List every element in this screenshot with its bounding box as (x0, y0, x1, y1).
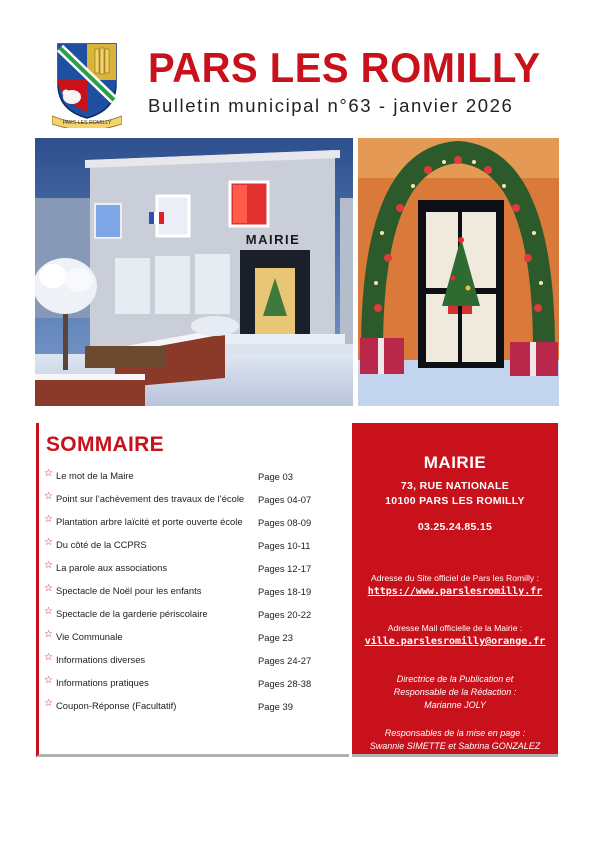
toc-item[interactable] (44, 515, 344, 531)
toc-item[interactable] (44, 607, 344, 623)
mairie-address-street: 73, RUE NATIONALE (400, 480, 510, 492)
toc-item-pages: Pages 10-11 (258, 540, 311, 551)
toc-item[interactable] (44, 676, 344, 692)
toc-item-pages: Page 03 (258, 471, 293, 482)
star-icon: ☆ (44, 560, 53, 571)
toc-item-pages: Pages 24-27 (258, 655, 312, 666)
site-label: Adresse du Site officiel de Pars les Romilly : (371, 573, 539, 583)
toc-item-label: Spectacle de la garderie périscolaire (56, 608, 208, 619)
christmas-arch-photo (358, 138, 559, 406)
mail-label: Adresse Mail officielle de la Mairie : (387, 623, 523, 633)
star-icon: ☆ (44, 652, 53, 663)
star-icon: ☆ (44, 468, 53, 479)
toc-item-label: Vie Communale (56, 631, 123, 642)
star-icon: ☆ (44, 629, 53, 640)
toc-item[interactable] (44, 561, 344, 577)
bulletin-subtitle: Bulletin municipal n°63 - janvier 2026 (148, 95, 514, 116)
coat-of-arms-logo (52, 40, 122, 128)
toc-item[interactable] (44, 469, 344, 485)
email-link[interactable]: ville.parslesromilly@orange.fr (364, 636, 546, 647)
toc-item-label: Le mot de la Maire (56, 470, 134, 481)
toc-item-label: Informations pratiques (56, 677, 149, 688)
table-of-contents (36, 423, 349, 757)
star-icon: ☆ (44, 675, 53, 686)
toc-item[interactable] (44, 653, 344, 669)
toc-item[interactable] (44, 538, 344, 554)
toc-item-pages: Pages 20-22 (258, 609, 312, 620)
toc-item-label: Coupon-Réponse (Facultatif) (56, 700, 177, 711)
toc-item-label: La parole aux associations (56, 562, 168, 573)
toc-item-pages: Pages 18-19 (258, 586, 312, 597)
toc-item[interactable] (44, 699, 344, 715)
crest-banner-text: PARS LES ROMILLY (62, 120, 112, 126)
toc-item[interactable] (44, 492, 344, 508)
mairie-info-box (352, 423, 558, 757)
toc-item[interactable] (44, 584, 344, 600)
town-hall-photo (35, 138, 353, 406)
website-link[interactable]: https://www.parslesromilly.fr (367, 586, 543, 597)
direction-name: Marianne JOLY (424, 700, 486, 710)
toc-item-pages: Page 39 (258, 701, 293, 712)
toc-item-pages: Pages 28-38 (258, 678, 312, 689)
star-icon: ☆ (44, 698, 53, 709)
toc-item-label: Point sur l’achèvement des travaux de l’école (56, 493, 245, 504)
toc-item-label: Spectacle de Noël pour les enfants (56, 585, 202, 596)
toc-item-label: Informations diverses (56, 654, 146, 665)
star-icon: ☆ (44, 491, 53, 502)
mairie-address-city: 10100 PARS LES ROMILLY (385, 495, 525, 507)
toc-item[interactable] (44, 630, 344, 646)
toc-item-label: Plantation arbre laïcité et porte ouverte école (56, 516, 243, 527)
toc-item-pages: Page 23 (258, 632, 293, 643)
mairie-title: MAIRIE (423, 453, 487, 472)
toc-item-label: Du côté de la CCPRS (56, 539, 147, 550)
sommaire-heading: SOMMAIRE (46, 433, 164, 456)
toc-item-pages: Pages 08-09 (258, 517, 312, 528)
page-title: PARS LES ROMILLY (148, 45, 541, 92)
direction-line-1: Directrice de la Publication et (396, 674, 514, 684)
toc-item-pages: Pages 04-07 (258, 494, 312, 505)
mairie-sign-text: MAIRIE (245, 232, 301, 247)
direction-line-2: Responsable de la Rédaction : (393, 687, 517, 697)
toc-item-pages: Pages 12-17 (258, 563, 312, 574)
layout-credits-names: Swannie SIMETTE et Sabrina GONZALEZ (369, 741, 541, 751)
star-icon: ☆ (44, 537, 53, 548)
star-icon: ☆ (44, 514, 53, 525)
star-icon: ☆ (44, 606, 53, 617)
mairie-phone: 03.25.24.85.15 (417, 521, 493, 533)
star-icon: ☆ (44, 583, 53, 594)
layout-credits-label: Responsables de la mise en page : (384, 728, 526, 738)
